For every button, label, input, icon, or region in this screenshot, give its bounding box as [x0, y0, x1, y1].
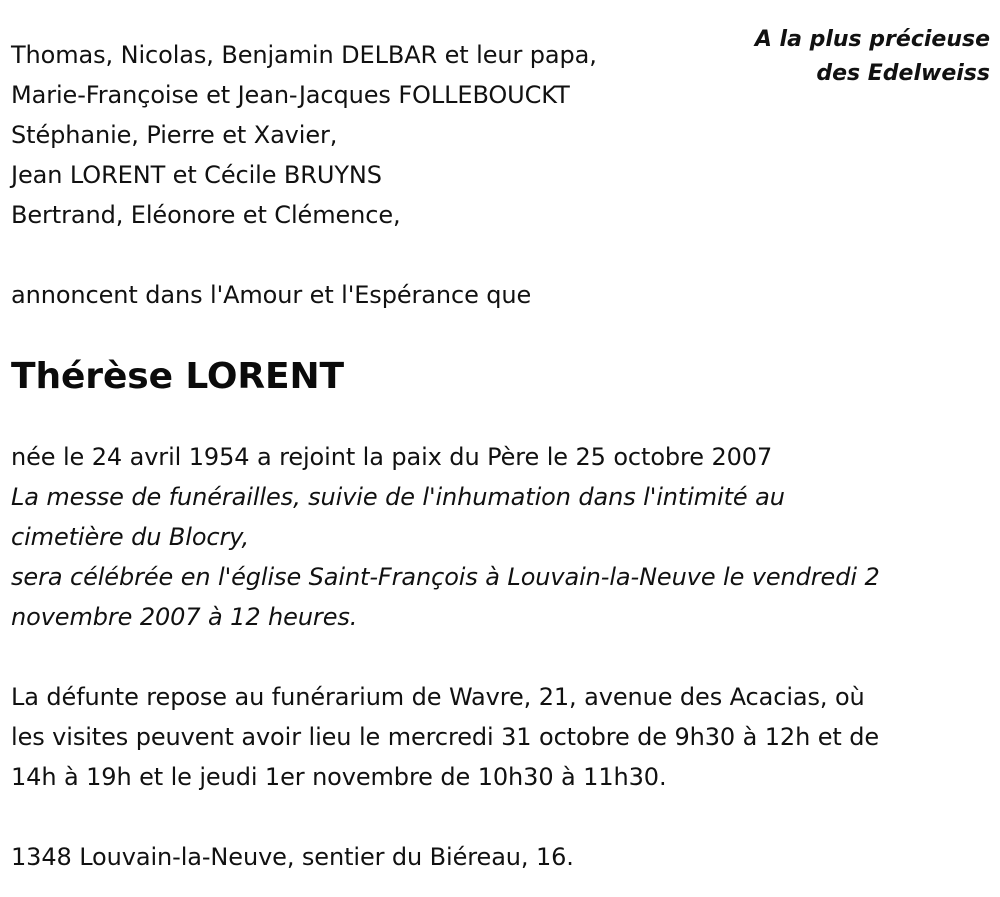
family-line: Marie-Françoise et Jean-Jacques FOLLEBOUCKT: [11, 81, 570, 109]
family-line: Stéphanie, Pierre et Xavier,: [11, 121, 338, 149]
dedication-line-2: des Edelweiss: [816, 61, 990, 86]
family-line: Jean LORENT et Cécile BRUYNS: [11, 161, 382, 189]
address-text: 1348 Louvain-la-Neuve, sentier du Biéreau, 16.: [11, 843, 574, 871]
family-line: Thomas, Nicolas, Benjamin DELBAR et leur papa,: [11, 41, 597, 69]
birth-death-text: née le 24 avril 1954 a rejoint la paix du Père le 25 octobre 2007: [11, 443, 773, 471]
visitation-line-1: La défunte repose au funérarium de Wavre, 21, avenue des Acacias, où: [11, 683, 865, 711]
visitation-line-2: les visites peuvent avoir lieu le mercredi 31 octobre de 9h30 à 12h et de: [11, 723, 880, 751]
visitation-section: [11, 677, 981, 797]
funeral-line-4: novembre 2007 à 12 heures.: [11, 603, 358, 631]
deceased-name: Thérèse LORENT: [11, 356, 345, 397]
funeral-line-1: La messe de funérailles, suivie de l'inhumation dans l'intimité au: [11, 483, 785, 511]
family-line: Bertrand, Eléonore et Clémence,: [11, 201, 401, 229]
announcement-text: annoncent dans l'Amour et l'Espérance que: [11, 281, 532, 309]
family-list: [11, 35, 981, 235]
funeral-line-3: sera célébrée en l'église Saint-François à Louvain-la-Neuve le vendredi 2: [11, 563, 880, 591]
funeral-line-2: cimetière du Blocry,: [11, 523, 250, 551]
visitation-line-3: 14h à 19h et le jeudi 1er novembre de 10h30 à 11h30.: [11, 763, 667, 791]
notice-body: [11, 35, 981, 877]
details-section: [11, 437, 981, 637]
dedication-line-1: A la plus précieuse: [754, 27, 990, 52]
